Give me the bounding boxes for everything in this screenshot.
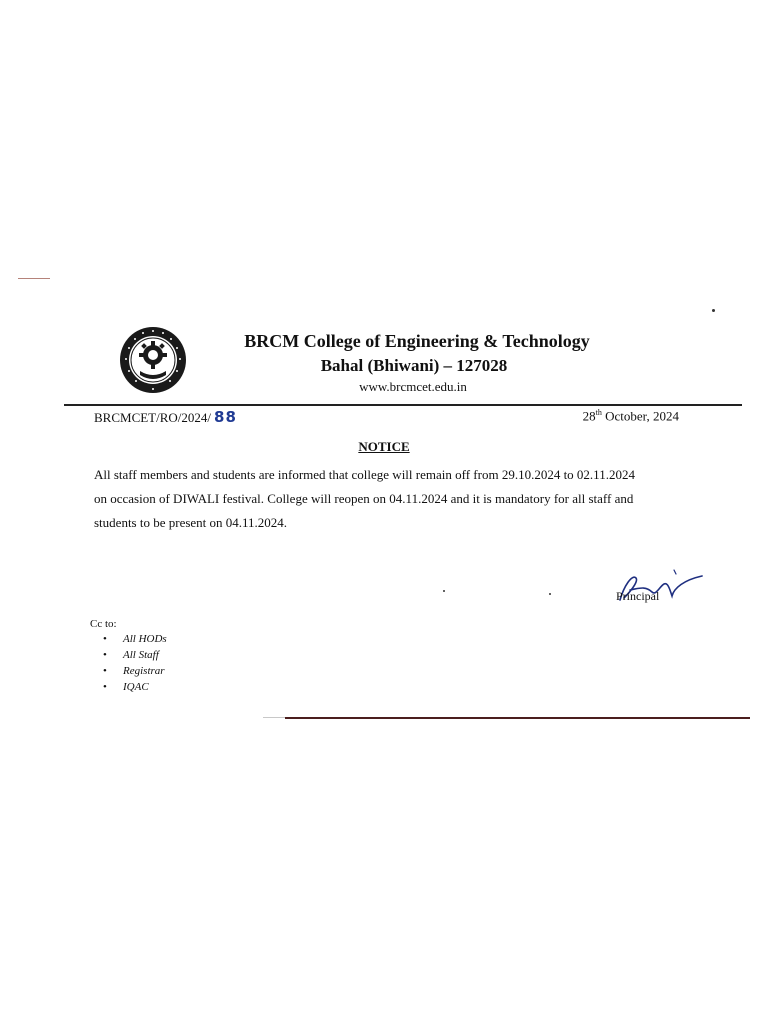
cc-recipient: IQAC bbox=[123, 681, 149, 693]
reference-handwritten-number: 88 bbox=[214, 408, 237, 426]
list-item bbox=[103, 631, 167, 647]
cc-recipient: Registrar bbox=[123, 665, 165, 677]
bullet-icon: • bbox=[103, 649, 107, 661]
college-name: BRCM College of Engineering & Technology bbox=[244, 331, 590, 351]
footer-divider bbox=[285, 717, 750, 719]
cc-recipient: All HODs bbox=[123, 633, 167, 645]
list-item bbox=[103, 647, 167, 663]
scan-speck bbox=[443, 590, 445, 592]
footer-divider-faint bbox=[263, 717, 285, 718]
scan-mark bbox=[18, 278, 50, 279]
list-item bbox=[103, 663, 167, 679]
scan-speck bbox=[549, 593, 551, 595]
list-item bbox=[103, 679, 167, 695]
notice-line: All staff members and students are informed that college will remain off from 29.10.2024 to 02.11.2024 bbox=[94, 467, 635, 482]
notice-body bbox=[94, 463, 734, 535]
date-day: 28 bbox=[582, 408, 596, 424]
scan-speck bbox=[712, 309, 715, 312]
reference-prefix: BRCMCET/RO/2024/ bbox=[94, 410, 212, 425]
bullet-icon: • bbox=[103, 633, 107, 645]
date-suffix: th bbox=[595, 408, 602, 417]
bullet-icon: • bbox=[103, 681, 107, 693]
college-address: Bahal (Bhiwani) – 127028 bbox=[320, 356, 508, 375]
cc-recipient: All Staff bbox=[123, 649, 159, 661]
bullet-icon: • bbox=[103, 665, 107, 677]
notice-line: on occasion of DIWALI festival. College will reopen on 04.11.2024 and it is mandatory for all staff and bbox=[94, 491, 634, 506]
notice-title: NOTICE bbox=[358, 439, 410, 454]
notice-line: students to be present on 04.11.2024. bbox=[94, 515, 288, 530]
college-website: www.brcmcet.edu.in bbox=[359, 379, 467, 394]
cc-list bbox=[103, 631, 167, 695]
date-rest: October, 2024 bbox=[601, 408, 679, 424]
reference-number bbox=[94, 408, 237, 426]
cc-heading: Cc to: bbox=[90, 618, 117, 630]
signatory-title: Principal bbox=[616, 589, 660, 603]
header-divider bbox=[64, 404, 742, 406]
notice-date bbox=[583, 408, 679, 424]
